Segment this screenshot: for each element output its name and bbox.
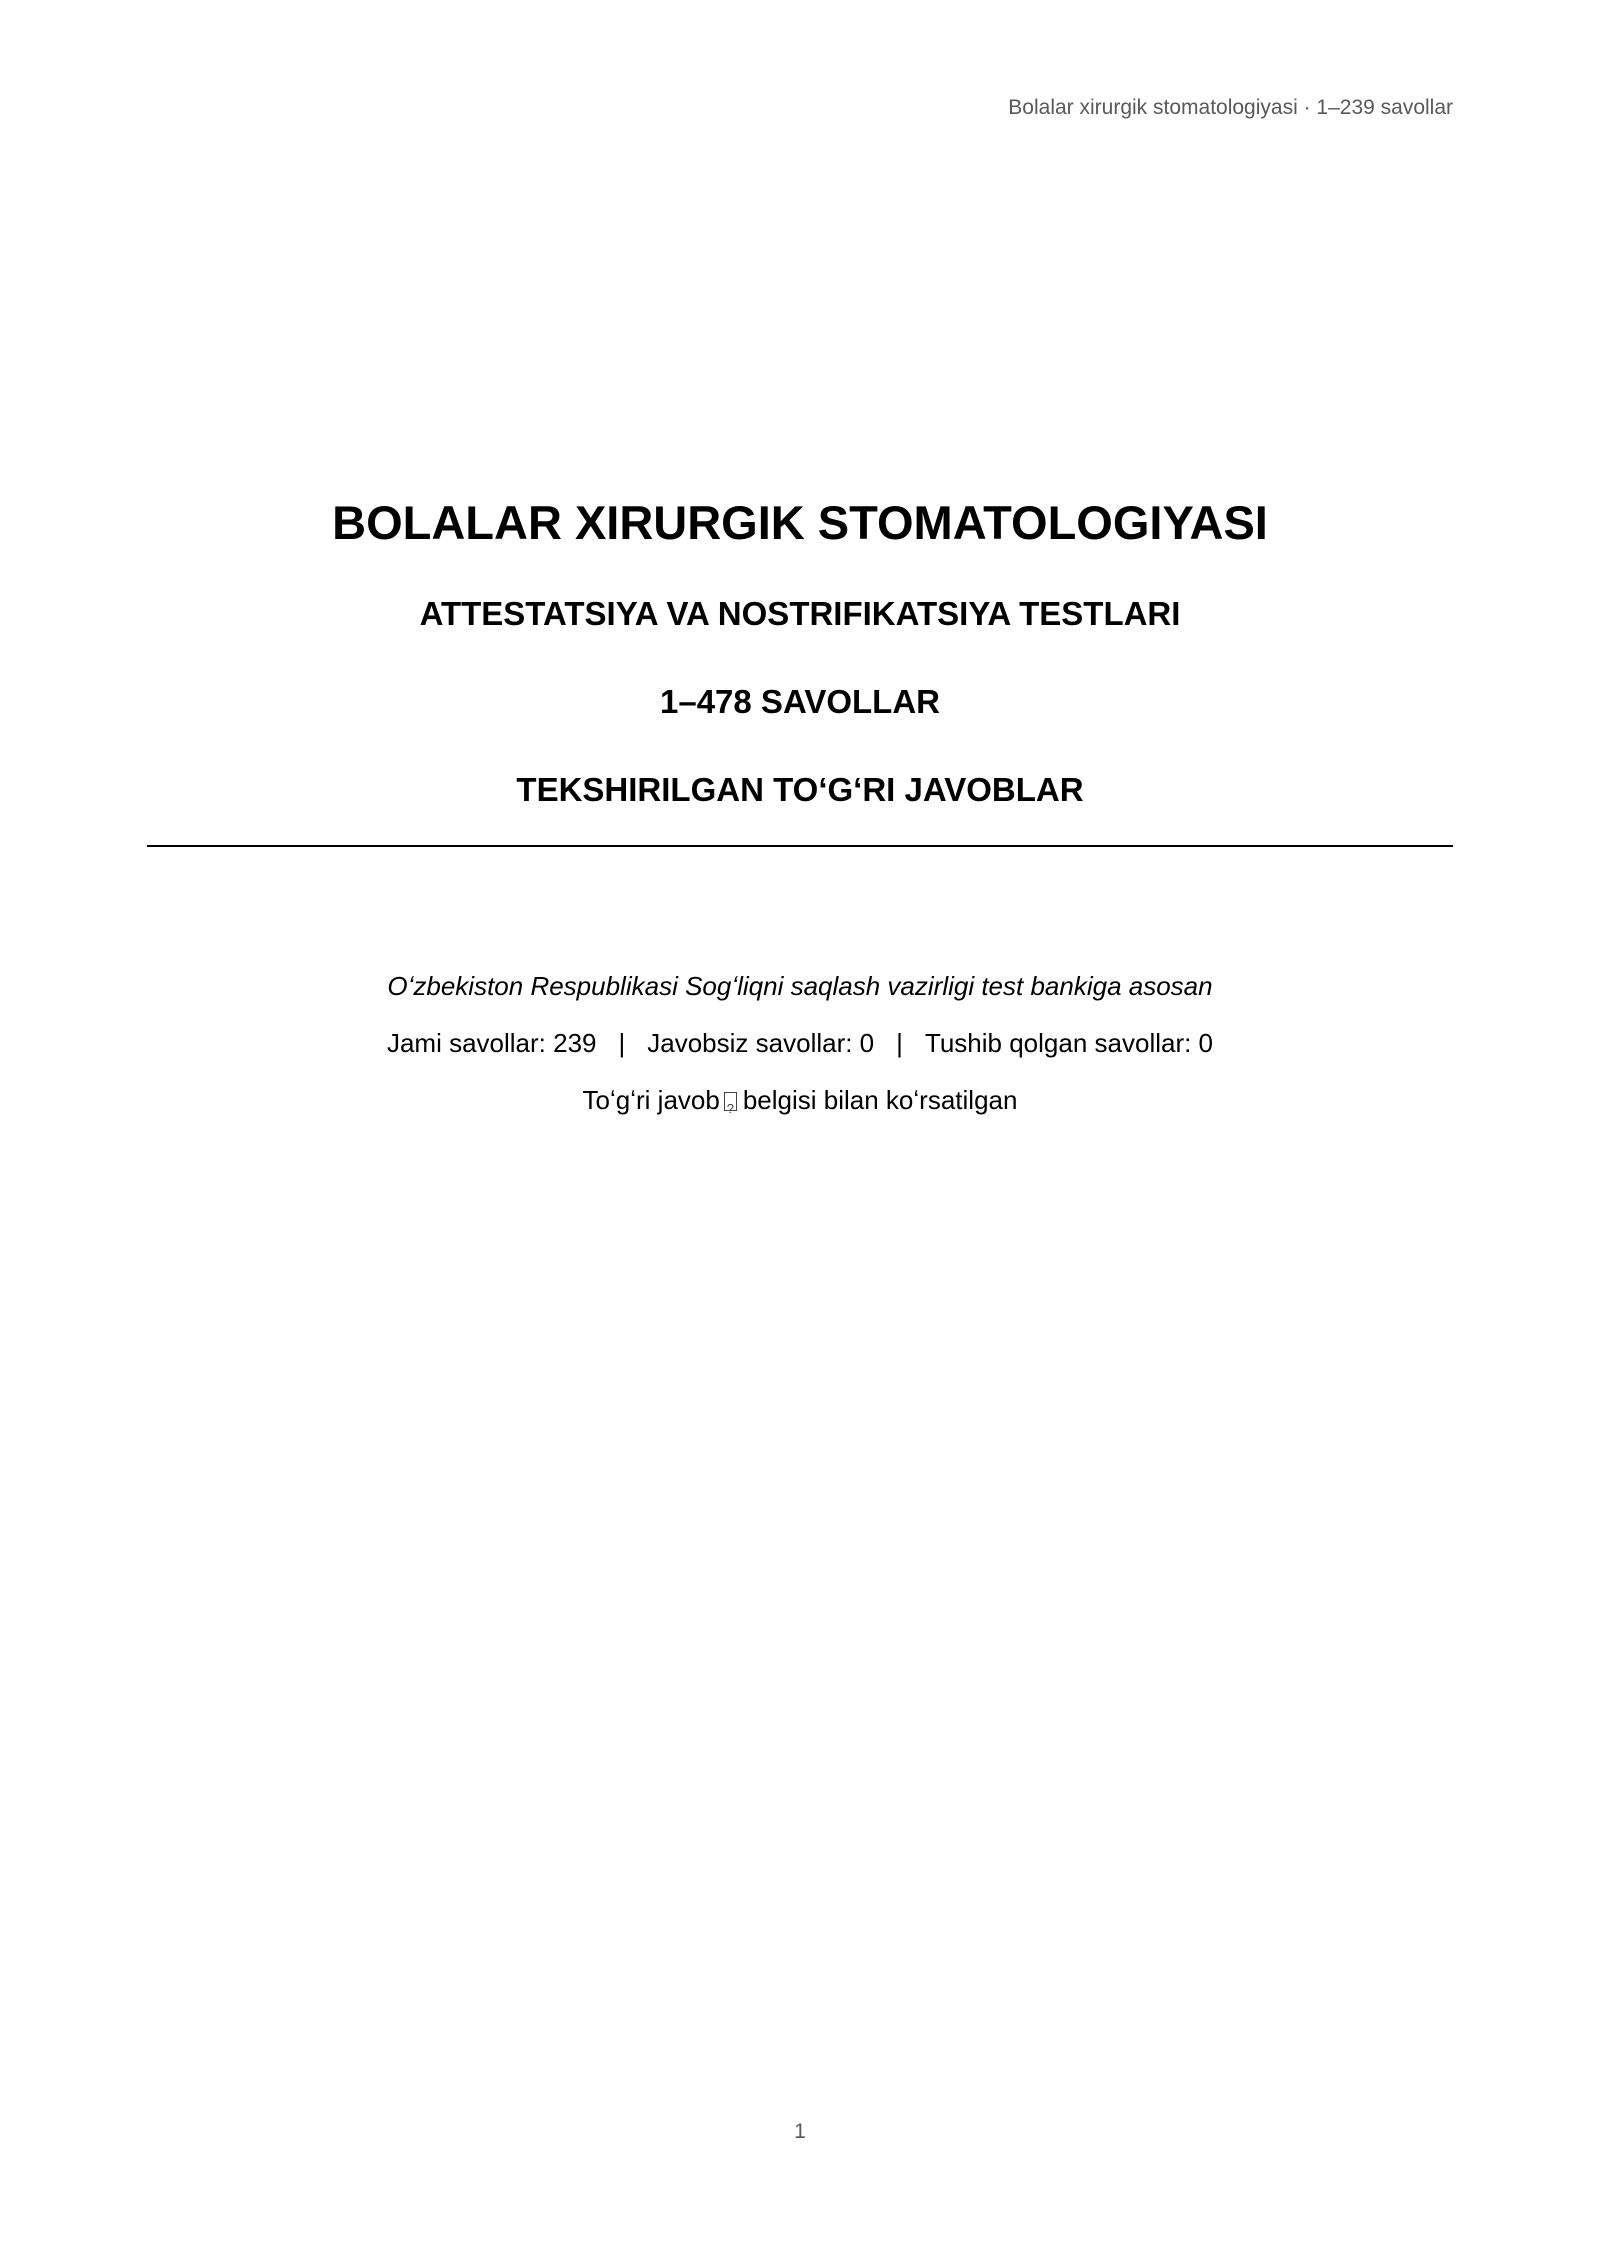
title-block <box>147 490 1453 814</box>
document-subtitle-answers: TEKSHIRILGAN TOʻGʻRI JAVOBLAR <box>516 771 1084 808</box>
question-stats <box>147 1023 1453 1063</box>
total-questions: Jami savollar: 239 <box>386 1028 597 1058</box>
legend-text-before: Toʻgʻri javob <box>582 1085 720 1115</box>
running-header: Bolalar xirurgik stomatologiyasi · 1–239 savollar <box>1008 96 1453 119</box>
missing-glyph-icon <box>724 1092 737 1111</box>
info-block <box>147 966 1453 1120</box>
skipped-questions: Tushib qolgan savollar: 0 <box>924 1028 1214 1058</box>
answer-legend <box>147 1080 1453 1120</box>
page-number: 1 <box>794 2120 806 2143</box>
document-title: BOLALAR XIRURGIK STOMATOLOGIYASI <box>332 496 1268 549</box>
document-subtitle-range: 1–478 SAVOLLAR <box>660 683 940 720</box>
horizontal-rule <box>147 845 1453 847</box>
unanswered-questions: Javobsiz savollar: 0 <box>647 1028 875 1058</box>
stats-separator: | <box>896 1028 903 1058</box>
basis-note: Oʻzbekiston Respublikasi Sogʻliqni saqlash vazirligi test bankiga asosan <box>387 971 1213 1001</box>
stats-separator: | <box>618 1028 626 1058</box>
document-subtitle-tests: ATTESTATSIYA VA NOSTRIFIKATSIYA TESTLARI <box>419 595 1181 632</box>
legend-text-after: belgisi bilan koʻrsatilgan <box>742 1085 1018 1115</box>
